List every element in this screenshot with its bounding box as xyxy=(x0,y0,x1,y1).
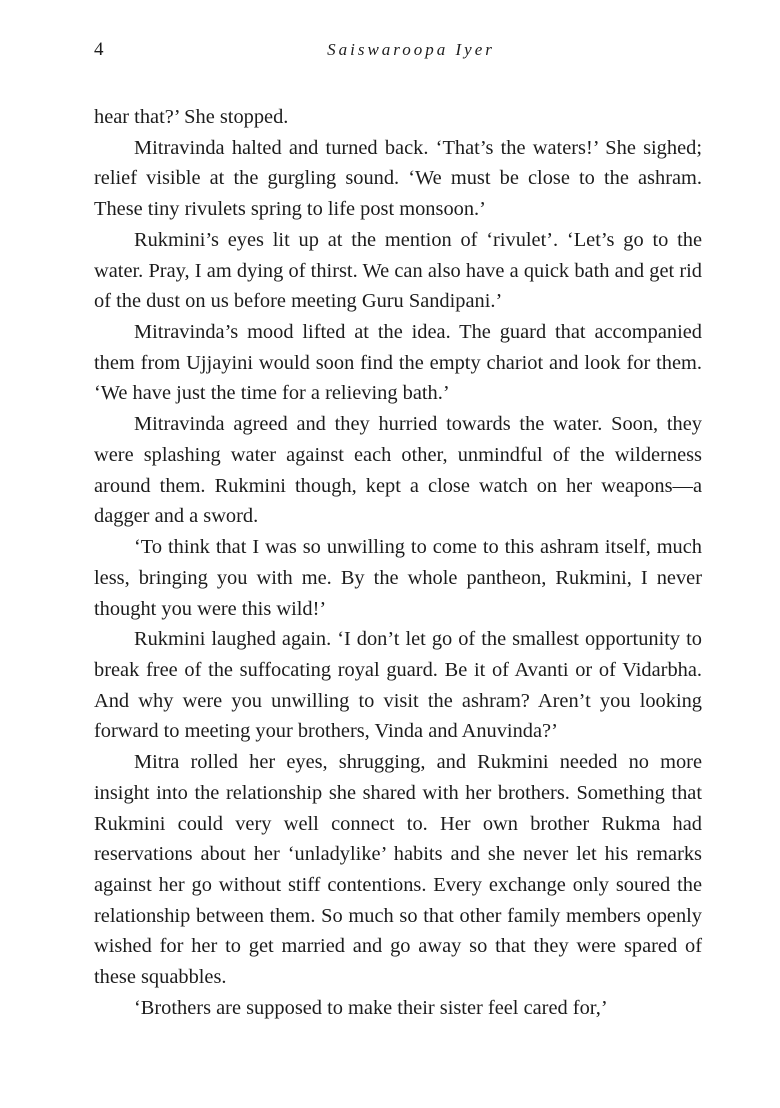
paragraph: Rukmini laughed again. ‘I don’t let go of the smallest opportunity to break free of the suffocating royal guard. Be it of Avanti or of Vidarbha. And why were you unwilling to visit the ashram? Aren’t you looking forward to meeting your brothers, Vinda and Anuvinda?’ xyxy=(94,628,702,743)
paragraph: Mitravinda agreed and they hurried towards the water. Soon, they were splashing water against each other, unmindful of the wilderness around them. Rukmini though, kept a close watch on her weapons—a dagger and a sword. xyxy=(94,413,702,528)
page-number: 4 xyxy=(94,39,104,60)
paragraph: ‘Brothers are supposed to make their sister feel cared for,’ xyxy=(134,996,608,1019)
paragraph: Mitravinda halted and turned back. ‘That’s the waters!’ She sighed; relief visible at the gurgling sound. ‘We must be close to the ashram. These tiny rivulets spring to life post monsoon.’ xyxy=(94,136,702,221)
paragraph: hear that?’ She stopped. xyxy=(94,106,289,128)
book-page xyxy=(94,38,702,1019)
page-header xyxy=(94,38,702,74)
body-text xyxy=(94,102,702,1024)
paragraph: Mitravinda’s mood lifted at the idea. The guard that accompanied them from Ujjayini would soon find the empty chariot and look for them. ‘We have just the time for a relieving bath.’ xyxy=(94,321,702,405)
paragraph: ‘To think that I was so unwilling to come to this ashram itself, much less, bringing you with me. By the whole pantheon, Rukmini, I never thought you were this wild!’ xyxy=(94,536,702,620)
paragraph: Mitra rolled her eyes, shrugging, and Rukmini needed no more insight into the relationship she shared with her brothers. Something that Rukmini could very well connect to. Her own brother Rukma had reservations about her ‘unladylike’ habits and she never let his remarks against her go without stiff contentions. Every exchange only soured the relationship between them. So much so that other family members openly wished for her to get married and go away so that they were spared of these squabbles. xyxy=(94,751,702,989)
running-head: Saiswaroopa Iyer xyxy=(327,40,495,59)
paragraph: Rukmini’s eyes lit up at the mention of ‘rivulet’. ‘Let’s go to the water. Pray, I am dying of thirst. We can also have a quick bath and get rid of the dust on us before meeting Guru Sandipani.’ xyxy=(94,228,702,313)
